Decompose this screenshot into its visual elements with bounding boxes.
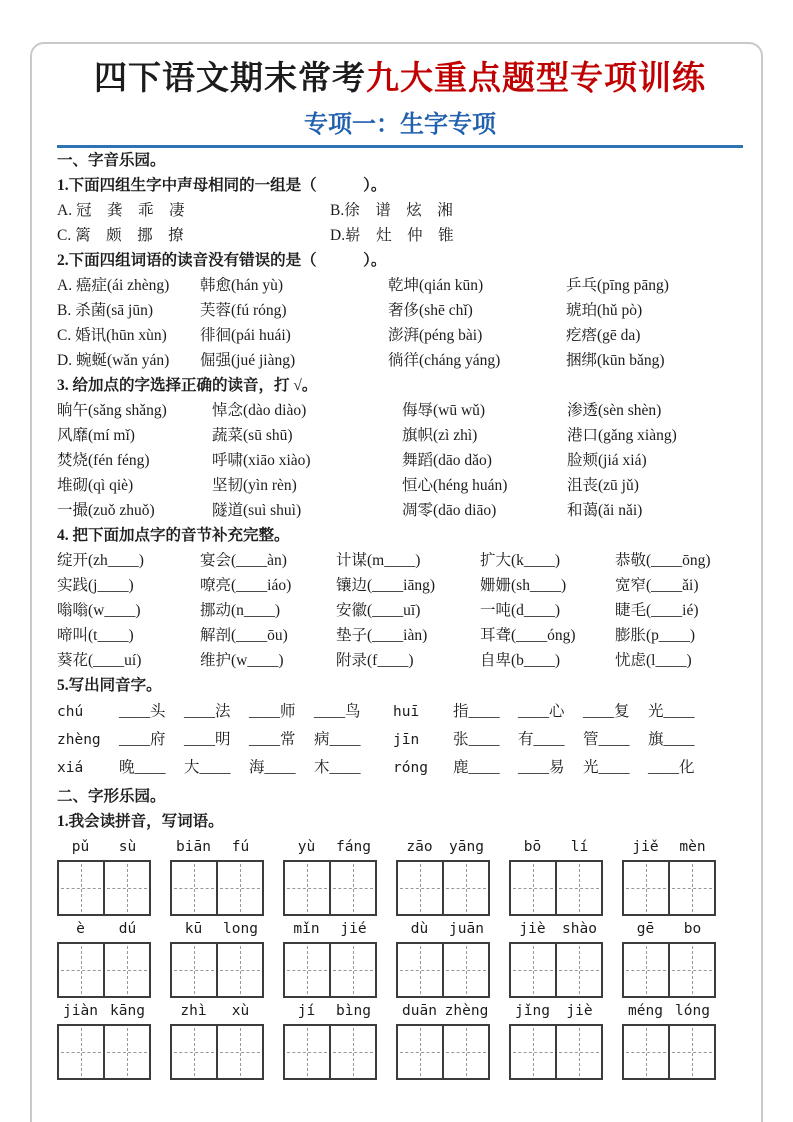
syllable-blank: 镶边(____iāng) — [336, 577, 436, 594]
word-reading: 捆绑(kūn bǎng) — [566, 352, 665, 369]
character-box — [442, 942, 490, 998]
pinyin-word-group — [57, 839, 151, 916]
character-box — [329, 942, 377, 998]
homophone-item: ____心 — [518, 703, 565, 720]
option-item: B.徐 谱 炫 湘 — [330, 202, 453, 219]
homophone-item: 旗____ — [648, 731, 695, 748]
q3-row — [57, 473, 743, 498]
pinyin-syllable: xù — [231, 1003, 250, 1019]
pinyin-word-group — [170, 839, 264, 916]
word-reading: 隧道(suì shuì) — [212, 502, 302, 519]
word-reading: 侮辱(wū wǔ) — [402, 402, 486, 419]
character-box — [555, 1024, 603, 1080]
syllable-blank: 啼叫(t____) — [57, 627, 134, 644]
homophone-item: ____明 — [184, 731, 231, 748]
pinyin-syllable: jǐng — [515, 1003, 550, 1019]
syllable-blank: 实践(j____) — [57, 577, 134, 594]
homophone-item: 管____ — [583, 731, 630, 748]
word-reading: 琥珀(hǔ pò) — [566, 302, 643, 319]
pinyin-syllable: yù — [297, 839, 316, 855]
character-box — [396, 942, 444, 998]
pinyin-word-group — [57, 1003, 151, 1080]
q1-stem: 1.下面四组生字中声母相同的一组是（ ）。 — [57, 177, 387, 194]
pinyin-word-group — [170, 1003, 264, 1080]
character-box — [509, 942, 557, 998]
character-box — [283, 860, 331, 916]
syllable-blank: 睫毛(____ié) — [615, 602, 699, 619]
homophone-item: ____头 — [119, 703, 166, 720]
pinyin-word-group — [396, 1003, 490, 1080]
syllable-blank: 绽开(zh____) — [57, 552, 144, 569]
homophone-item: 光____ — [583, 759, 630, 776]
q3-row — [57, 498, 743, 523]
character-box — [57, 860, 105, 916]
character-box — [57, 942, 105, 998]
pinyin-syllable: mǐn — [293, 921, 320, 937]
homophone-item: ____易 — [518, 759, 565, 776]
pinyin-syllable: bìng — [336, 1003, 371, 1019]
pinyin-word-group — [622, 839, 716, 916]
word-reading: 芙蓉(fú róng) — [200, 302, 287, 319]
pinyin-syllable: jí — [297, 1003, 316, 1019]
character-box — [555, 942, 603, 998]
pinyin-syllable: zhì — [180, 1003, 207, 1019]
syllable-blank: 自卑(b____) — [480, 652, 561, 669]
word-reading: 徘徊(pái huái) — [200, 327, 291, 344]
syllable-blank: 安徽(____uī) — [336, 602, 421, 619]
homophone-item: ____复 — [583, 703, 630, 720]
pinyin-syllable: kāng — [110, 1003, 145, 1019]
word-reading: 堆砌(qì qiè) — [57, 477, 134, 494]
word-reading: 蔬菜(sū shū) — [212, 427, 293, 444]
pinyin-syllable: mèn — [679, 839, 706, 855]
title-black-part: 四下语文期末常考 — [94, 59, 366, 96]
word-reading: 韩愈(hán yù) — [200, 277, 284, 294]
character-box — [622, 1024, 670, 1080]
homophone-item: 大____ — [184, 759, 231, 776]
character-box — [509, 860, 557, 916]
word-reading: 乾坤(qián kūn) — [388, 277, 484, 294]
pinyin-syllable: biān — [176, 839, 211, 855]
character-box — [329, 1024, 377, 1080]
q5-row — [57, 726, 743, 754]
word-reading: 渗透(sèn shèn) — [567, 402, 662, 419]
pinyin-syllable: kū — [184, 921, 203, 937]
word-reading: 脸颊(jiá xiá) — [567, 452, 647, 469]
q1-options-row — [57, 198, 743, 223]
homophone-item: ____师 — [249, 703, 296, 720]
character-box — [396, 860, 444, 916]
homophone-pinyin-label: zhèng — [57, 732, 101, 748]
word-reading: 和蔼(ǎi nǎi) — [567, 502, 643, 519]
syllable-blank: 嘹亮(____iáo) — [200, 577, 292, 594]
syllable-blank: 嗡嗡(w____) — [57, 602, 141, 619]
word-reading: 港口(gǎng xiàng) — [567, 427, 677, 444]
character-box — [509, 1024, 557, 1080]
word-reading: 澎湃(péng bài) — [388, 327, 483, 344]
q4-row — [57, 648, 743, 673]
q2-row — [57, 273, 743, 298]
q4-row — [57, 598, 743, 623]
word-reading: 奢侈(shē chǐ) — [388, 302, 473, 319]
syllable-blank: 附录(f____) — [336, 652, 414, 669]
pinyin-syllable: zāo — [406, 839, 433, 855]
homophone-item: ____府 — [119, 731, 166, 748]
word-reading: 恒心(héng huán) — [402, 477, 508, 494]
syllable-blank: 维护(w____) — [200, 652, 284, 669]
q1-options-row — [57, 223, 743, 248]
character-box — [668, 860, 716, 916]
q5-row — [57, 754, 743, 782]
syllable-blank: 扩大(k____) — [480, 552, 561, 569]
pinyin-syllable: dú — [118, 921, 137, 937]
pinyin-word-group — [509, 921, 603, 998]
pinyin-syllable: lí — [570, 839, 589, 855]
homophone-item: ____鸟 — [314, 703, 361, 720]
q2-stem: 2.下面四组词语的读音没有错误的是（ ）。 — [57, 252, 387, 269]
character-box — [396, 1024, 444, 1080]
character-box — [216, 1024, 264, 1080]
section2-q1-stem: 1.我会读拼音，写词语。 — [57, 813, 224, 830]
character-box — [283, 942, 331, 998]
character-box — [668, 942, 716, 998]
pinyin-syllable: juān — [449, 921, 484, 937]
syllable-blank: 垫子(____iàn) — [336, 627, 428, 644]
homophone-item: 木____ — [314, 759, 361, 776]
homophone-pinyin-label: huī — [393, 704, 420, 720]
pinyin-word-group — [396, 921, 490, 998]
word-reading: 晌午(sǎng shǎng) — [57, 402, 167, 419]
word-reading: 旗帜(zì zhì) — [402, 427, 478, 444]
word-reading: C. 婚讯(hūn xùn) — [57, 327, 167, 344]
pinyin-syllable: jiè — [519, 921, 546, 937]
word-reading: 悼念(dào diào) — [212, 402, 307, 419]
syllable-blank: 膨胀(p____) — [615, 627, 696, 644]
homophone-item: 光____ — [648, 703, 695, 720]
pinyin-word-group — [283, 921, 377, 998]
word-reading: D. 蜿蜒(wǎn yán) — [57, 352, 170, 369]
homophone-pinyin-label: róng — [393, 760, 428, 776]
pinyin-word-group — [283, 1003, 377, 1080]
word-reading: 一撮(zuǒ zhuǒ) — [57, 502, 155, 519]
pinyin-syllable: duān — [402, 1003, 437, 1019]
syllable-blank: 耳聋(____óng) — [480, 627, 576, 644]
q3-stem: 3. 给加点的字选择正确的读音，打 √。 — [57, 377, 318, 394]
syllable-blank: 挪动(n____) — [200, 602, 281, 619]
character-box — [103, 942, 151, 998]
pinyin-syllable: jié — [340, 921, 367, 937]
word-reading: A. 癌症(ái zhèng) — [57, 277, 170, 294]
word-reading: 倔强(jué jiàng) — [200, 352, 296, 369]
pinyin-syllable: shào — [562, 921, 597, 937]
pinyin-syllable: gē — [636, 921, 655, 937]
syllable-blank: 葵花(____uí) — [57, 652, 142, 669]
page-title — [57, 52, 743, 99]
section2-heading: 二、字形乐园。 — [57, 788, 166, 805]
character-box — [170, 860, 218, 916]
syllable-blank: 忧虑(l____) — [615, 652, 692, 669]
character-box — [442, 1024, 490, 1080]
pinyin-box-row — [57, 921, 743, 998]
pinyin-syllable: bō — [523, 839, 542, 855]
pinyin-syllable: pǔ — [71, 839, 90, 855]
pinyin-syllable: fáng — [336, 839, 371, 855]
section-subtitle: 专项一：生字专项 — [304, 111, 496, 138]
pinyin-syllable: fú — [231, 839, 250, 855]
option-item: C. 篱 颇 挪 撩 — [57, 227, 184, 244]
homophone-item: ____常 — [249, 731, 296, 748]
q2-row — [57, 348, 743, 373]
word-reading: 凋零(dāo diāo) — [402, 502, 497, 519]
character-box — [283, 1024, 331, 1080]
pinyin-syllable: yāng — [449, 839, 484, 855]
q4-stem: 4. 把下面加点字的音节补充完整。 — [57, 527, 290, 544]
q4-row — [57, 548, 743, 573]
homophone-item: 鹿____ — [453, 759, 500, 776]
pinyin-syllable: jiè — [566, 1003, 593, 1019]
homophone-item: 晚____ — [119, 759, 166, 776]
syllable-blank: 解剖(____ōu) — [200, 627, 288, 644]
character-box — [170, 1024, 218, 1080]
q5-row — [57, 698, 743, 726]
character-box — [216, 860, 264, 916]
pinyin-syllable: jiàn — [63, 1003, 98, 1019]
q3-row — [57, 423, 743, 448]
pinyin-word-group — [509, 1003, 603, 1080]
syllable-blank: 宴会(____àn) — [200, 552, 287, 569]
homophone-item: ____化 — [648, 759, 695, 776]
q3-row — [57, 448, 743, 473]
pinyin-word-group — [622, 1003, 716, 1080]
character-box — [329, 860, 377, 916]
word-reading: 徜徉(cháng yáng) — [388, 352, 501, 369]
homophone-item: 有____ — [518, 731, 565, 748]
pinyin-syllable: méng — [628, 1003, 663, 1019]
pinyin-box-row — [57, 839, 743, 916]
character-box — [57, 1024, 105, 1080]
word-reading: 风靡(mí mǐ) — [57, 427, 135, 444]
character-box — [216, 942, 264, 998]
word-reading: 舞蹈(dāo dǎo) — [402, 452, 492, 469]
word-reading: 呼啸(xiāo xiào) — [212, 452, 311, 469]
pinyin-word-group — [509, 839, 603, 916]
character-box — [442, 860, 490, 916]
pinyin-syllable: è — [76, 921, 85, 937]
character-box — [622, 942, 670, 998]
pinyin-syllable: long — [223, 921, 258, 937]
title-red-part: 九大重点题型专项训练 — [366, 59, 706, 96]
word-reading: 坚韧(yìn rèn) — [212, 477, 297, 494]
character-box — [622, 860, 670, 916]
pinyin-word-group — [170, 921, 264, 998]
character-box — [103, 860, 151, 916]
pinyin-syllable: lóng — [675, 1003, 710, 1019]
homophone-item: 病____ — [314, 731, 361, 748]
q2-row — [57, 323, 743, 348]
homophone-item: ____法 — [184, 703, 231, 720]
option-item: A. 冠 龚 乖 凄 — [57, 202, 185, 219]
pinyin-syllable: jiě — [632, 839, 659, 855]
pinyin-syllable: sù — [118, 839, 137, 855]
syllable-blank: 姗姗(sh____) — [480, 577, 567, 594]
q5-stem: 5.写出同音字。 — [57, 677, 162, 694]
homophone-pinyin-label: chú — [57, 704, 84, 720]
syllable-blank: 一吨(d____) — [480, 602, 561, 619]
pinyin-syllable: bo — [683, 921, 702, 937]
word-reading: 疙瘩(gē da) — [566, 327, 641, 344]
pinyin-word-group — [396, 839, 490, 916]
pinyin-box-row — [57, 1003, 743, 1080]
q2-row — [57, 298, 743, 323]
pinyin-syllable: dù — [410, 921, 429, 937]
option-item: D.崭 灶 仲 锥 — [330, 227, 454, 244]
homophone-item: 张____ — [453, 731, 500, 748]
syllable-blank: 宽窄(____ǎi) — [615, 577, 699, 594]
syllable-blank: 恭敬(____ōng) — [615, 552, 711, 569]
word-reading: B. 杀菌(sā jūn) — [57, 302, 154, 319]
character-box — [103, 1024, 151, 1080]
word-reading: 焚烧(fén féng) — [57, 452, 150, 469]
homophone-item: 海____ — [249, 759, 296, 776]
q4-row — [57, 623, 743, 648]
character-box — [668, 1024, 716, 1080]
homophone-item: 指____ — [453, 703, 500, 720]
section1-heading: 一、字音乐园。 — [57, 152, 166, 169]
q3-row — [57, 398, 743, 423]
character-box — [555, 860, 603, 916]
character-box — [170, 942, 218, 998]
homophone-pinyin-label: jīn — [393, 732, 420, 748]
word-reading: 沮丧(zū jǔ) — [567, 477, 639, 494]
word-reading: 乒乓(pīng pāng) — [566, 277, 669, 294]
q4-row — [57, 573, 743, 598]
pinyin-word-group — [622, 921, 716, 998]
pinyin-syllable: zhèng — [444, 1003, 489, 1019]
pinyin-word-group — [57, 921, 151, 998]
syllable-blank: 计谋(m____) — [336, 552, 421, 569]
homophone-pinyin-label: xiá — [57, 760, 84, 776]
pinyin-word-group — [283, 839, 377, 916]
